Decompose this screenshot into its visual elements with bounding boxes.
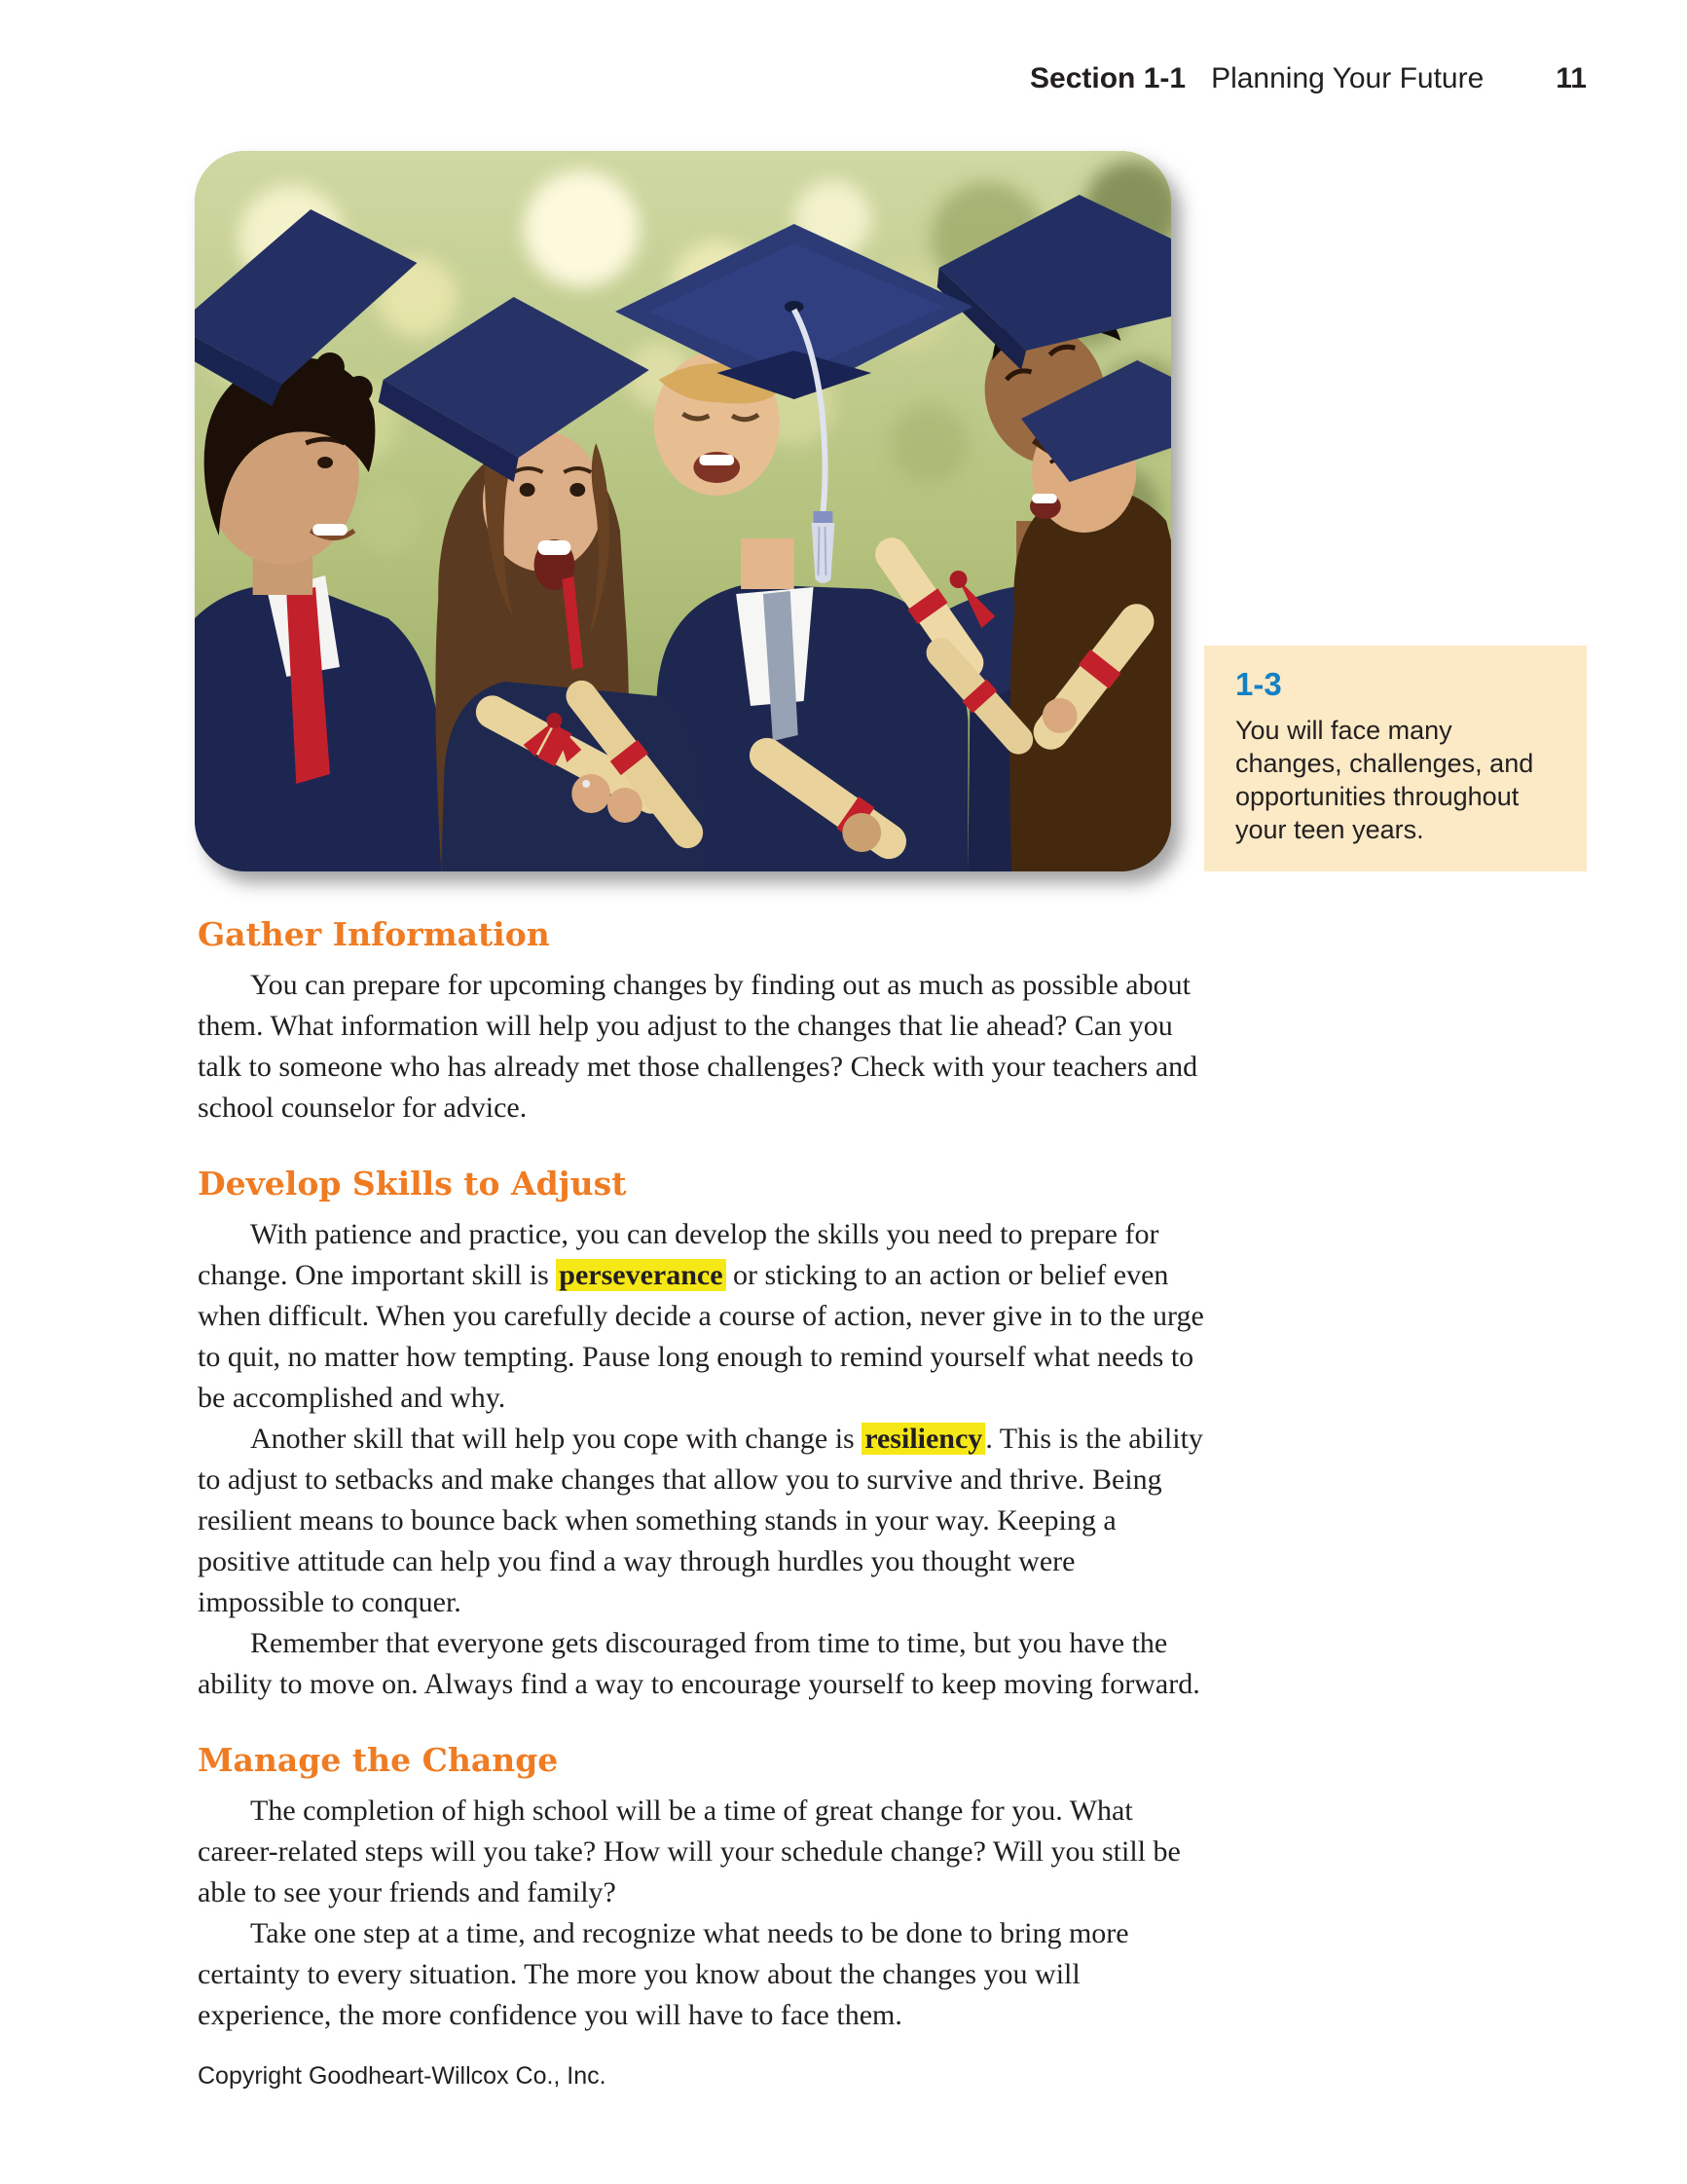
section-label: Section 1-1 (1030, 62, 1187, 94)
text-run: Another skill that will help you cope with change is (250, 1423, 862, 1455)
text-run: or sticking to an action or belief even when difficult. When you carefully decide a course of action, never give in to the urge to quit, no matter how tempting. Pause long enough to remind yourself what needs to be accomplished and why. (198, 1259, 1204, 1414)
paragraph (198, 1791, 1205, 1913)
page-header (0, 0, 1587, 95)
figure-caption-box (1204, 646, 1587, 871)
body-column (198, 914, 1205, 2091)
section-heading-develop-skills: Develop Skills to Adjust (198, 1165, 627, 1203)
graduates-photo (195, 151, 1171, 871)
figure-caption-text: You will face many changes, challenges, and opportunities throughout your teen years. (1235, 716, 1534, 844)
text-run: With patience and practice, you can develop the skills you need to prepare for change. One important skill is (198, 1218, 1159, 1291)
text-run: Remember that everyone gets discouraged from time to time, but you have the ability to move on. Always find a way to encourage yourself to keep moving forward. (198, 1627, 1200, 1700)
text-run: . This is the ability to adjust to setbacks and make changes that allow you to survive and thrive. Being resilient means to bounce back when something stands in your way. Keeping a positive attitude can help you find a way through hurdles you thought were impossible to conquer. (198, 1423, 1203, 1618)
graduates-photo-illustration (195, 151, 1171, 871)
paragraph (198, 1913, 1205, 2036)
paragraph (198, 1214, 1205, 1419)
paragraph (198, 1419, 1205, 1623)
highlight-term: resiliency (862, 1423, 985, 1455)
text-run: You can prepare for upcoming changes by finding out as much as possible about them. What information will help you adjust to the changes that lie ahead? Can you talk to someone who has already met those challenges? Check with your teachers and school counselor for advice. (198, 969, 1198, 1124)
highlight-term: perseverance (556, 1259, 725, 1291)
text-run: Take one step at a time, and recognize what needs to be done to bring more certainty to every situation. The more you know about the changes you will experience, the more confidence you will have to face them. (198, 1917, 1129, 2031)
paragraph (198, 965, 1205, 1129)
tassel-end (812, 511, 835, 583)
header-title-group (1030, 62, 1484, 95)
page-title: Planning Your Future (1211, 62, 1485, 94)
figure-row (195, 151, 1687, 871)
footer-copyright: Copyright Goodheart-Willcox Co., Inc. (198, 2062, 606, 2090)
section-heading-manage-change: Manage the Change (198, 1741, 559, 1779)
page-number: 11 (1556, 62, 1587, 94)
figure-number: 1-3 (1235, 666, 1282, 702)
section-heading-gather-information: Gather Information (198, 915, 550, 953)
text-run: The completion of high school will be a time of great change for you. What career-related steps will you take? How will your schedule change? Will you still be able to see your friends and family? (198, 1795, 1181, 1908)
paragraph (198, 1623, 1205, 1705)
